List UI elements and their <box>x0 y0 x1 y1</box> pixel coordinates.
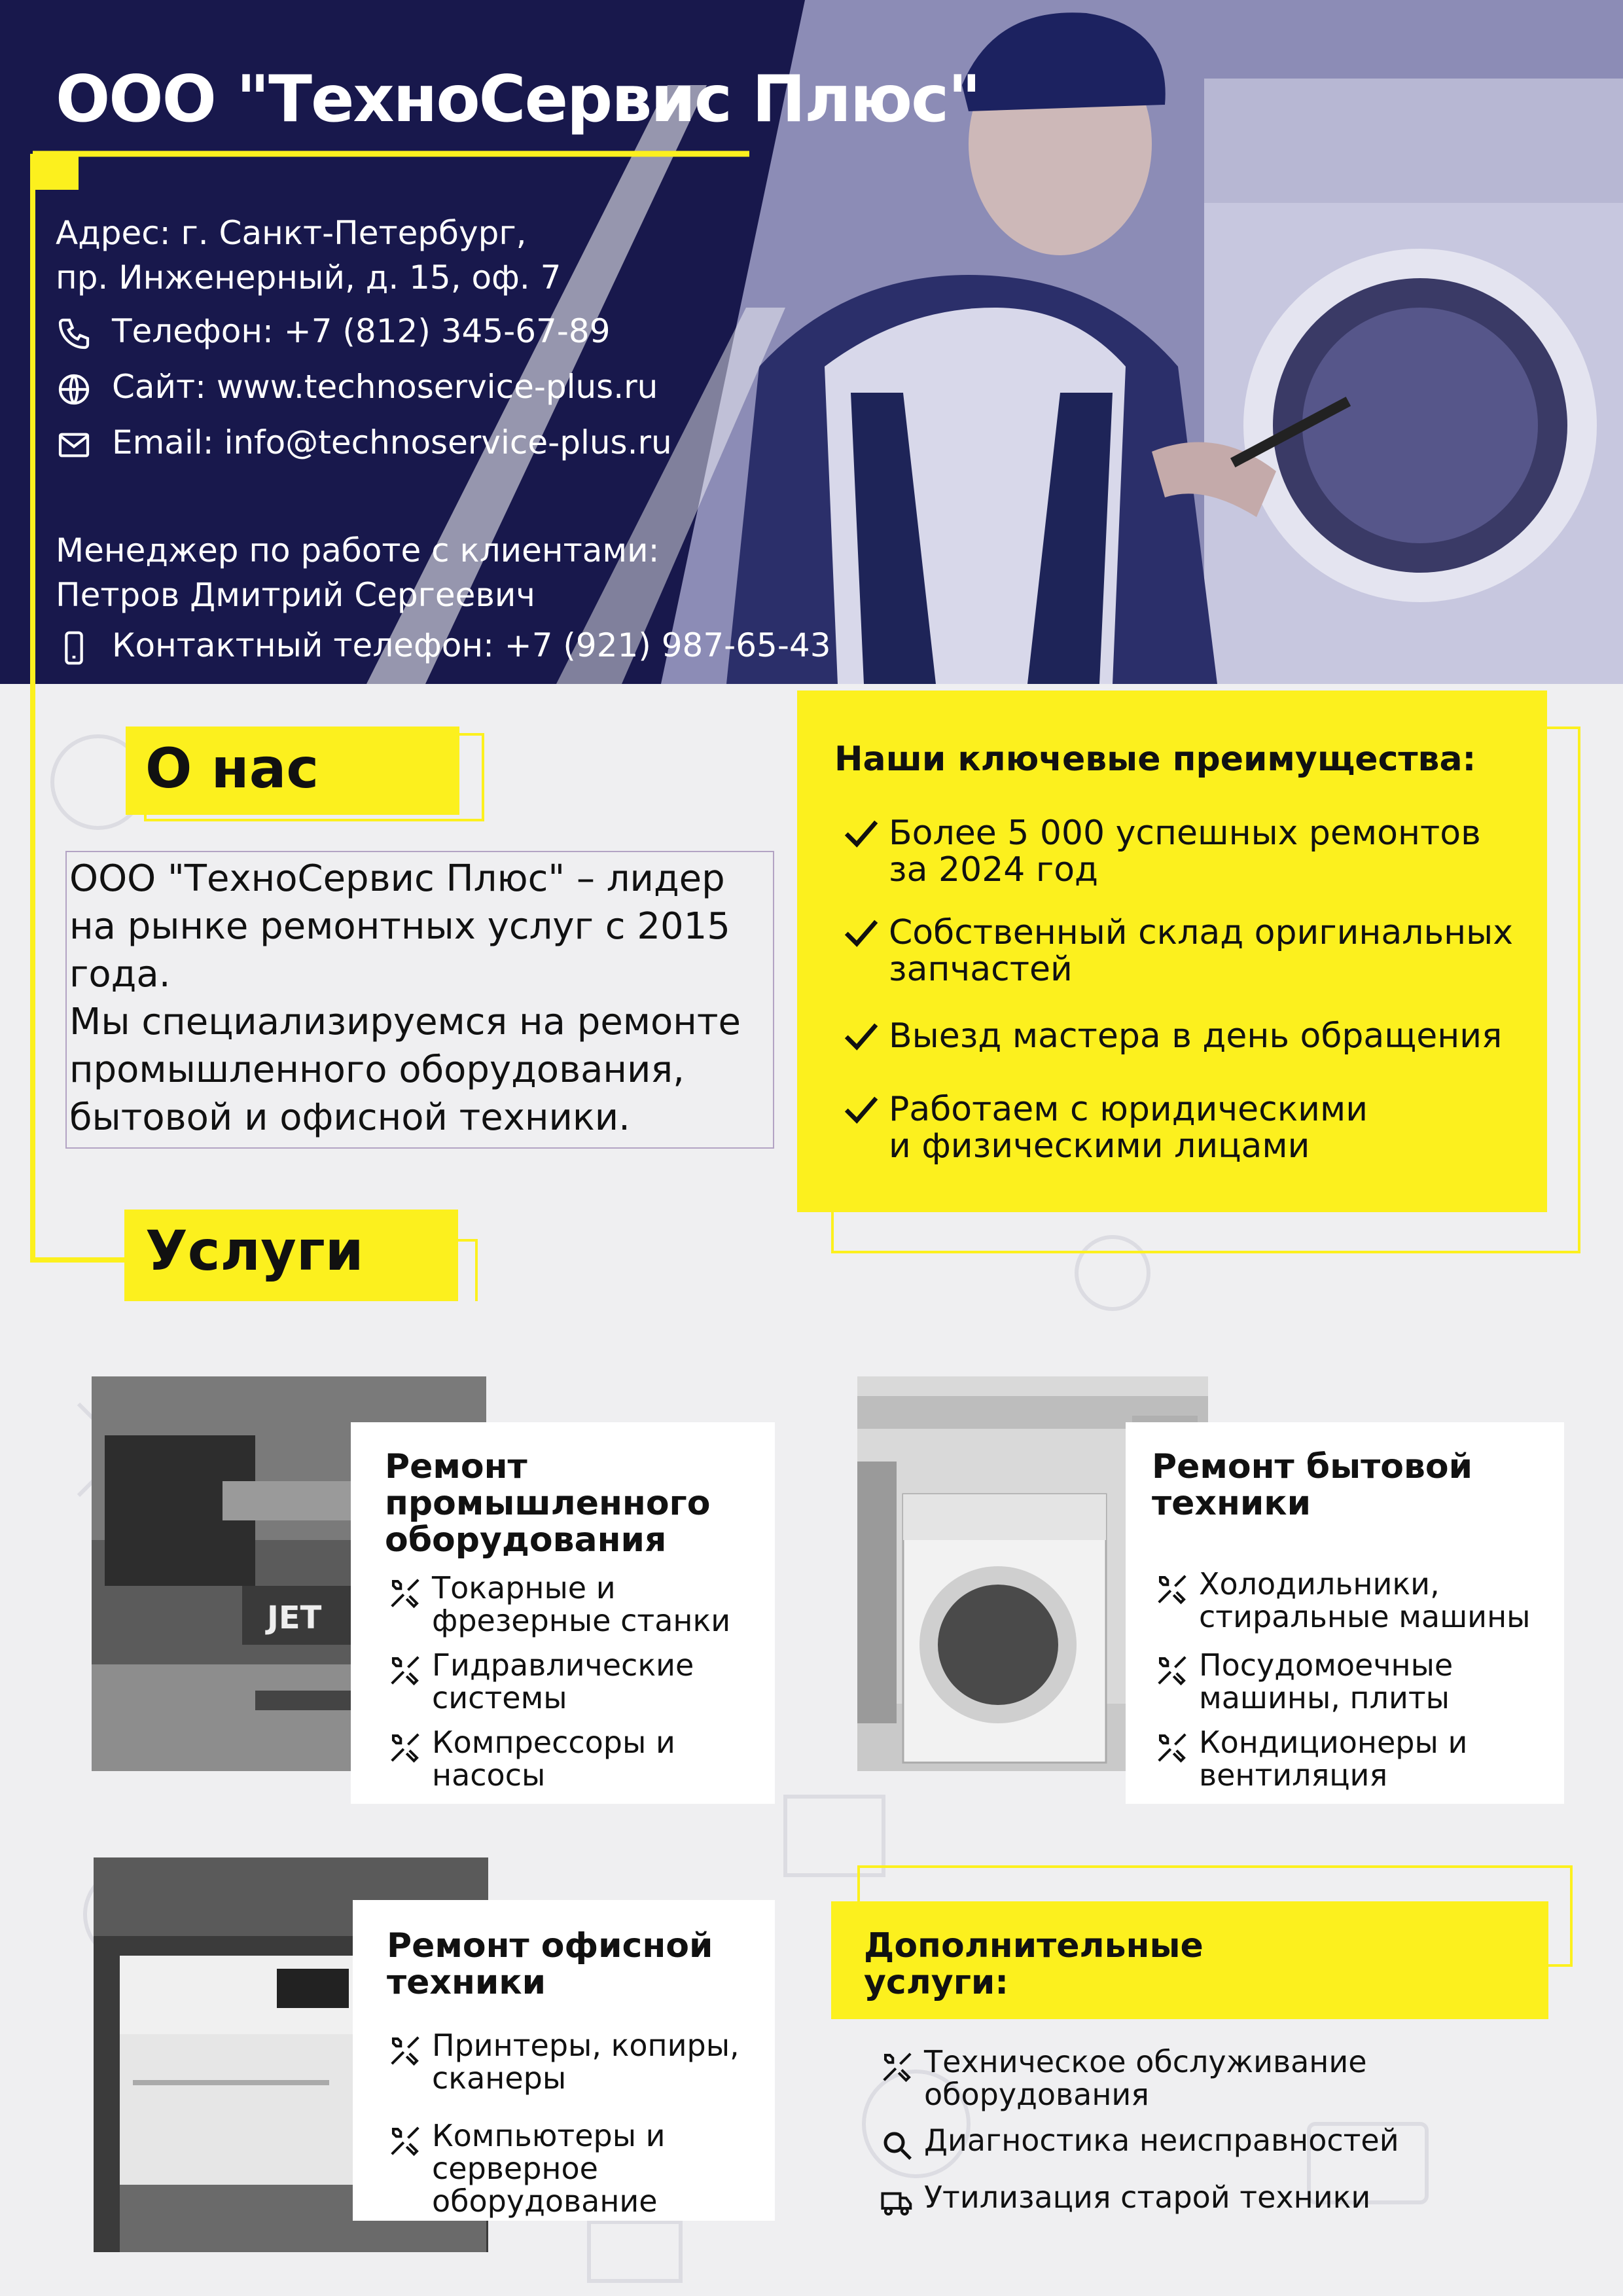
household-title: Ремонт бытовой техники <box>1152 1447 1473 1523</box>
advantages-title: Наши ключевые преимущества: <box>834 740 1476 779</box>
site-link[interactable]: Сайт: www.technoservice-plus.ru <box>112 368 658 406</box>
advantage-item: Работаем с юридическими и физическими лицами <box>889 1091 1563 1164</box>
office-item: Принтеры, копиры, сканеры <box>432 2029 740 2094</box>
address-line-2: пр. Инженерный, д. 15, оф. 7 <box>56 259 562 296</box>
check-icon <box>843 917 880 950</box>
truck-icon <box>880 2185 915 2220</box>
about-line: ООО "ТехноСервис Плюс" – лидер <box>69 857 725 900</box>
about-line: Мы специализируемся на ремонте <box>69 1001 741 1043</box>
industrial-item: Компрессоры и насосы <box>432 1726 675 1791</box>
address-line-1: Адрес: г. Санкт-Петербург, <box>56 214 527 252</box>
office-title: Ремонт офисной техники <box>387 1926 713 2002</box>
industrial-card <box>351 1422 775 1804</box>
tools-icon <box>387 1730 423 1765</box>
magnifier-icon <box>880 2128 915 2163</box>
manager-phone-text[interactable]: Контактный телефон: +7 (921) 987-65-43 <box>112 626 831 664</box>
household-card <box>1126 1422 1564 1804</box>
industrial-item: Гидравлические системы <box>432 1649 694 1714</box>
advantage-item: Выезд мастера в день обращения <box>889 1018 1563 1054</box>
manager-phone-row <box>56 625 831 666</box>
check-icon <box>843 1020 880 1053</box>
services-heading: Услуги <box>145 1219 364 1283</box>
tools-icon <box>387 1575 423 1611</box>
household-item: Кондиционеры и вентиляция <box>1199 1726 1467 1791</box>
additional-item: Утилизация старой техники <box>924 2181 1370 2214</box>
manager-title: Менеджер по работе с клиентами: <box>56 531 660 569</box>
additional-title: Дополнительные услуги: <box>864 1926 1204 2002</box>
check-icon <box>843 817 880 850</box>
about-line: бытовой и офисной техники. <box>69 1096 630 1139</box>
email-link[interactable]: Email: info@technoservice-plus.ru <box>112 423 672 461</box>
company-title: ООО "ТехноСервис Плюс" <box>56 62 980 137</box>
tools-icon <box>1154 1653 1190 1688</box>
additional-item: Диагностика неисправностей <box>924 2124 1399 2157</box>
about-paragraph <box>69 855 741 1141</box>
phone-text[interactable]: Телефон: +7 (812) 345-67-89 <box>112 312 611 350</box>
about-line: года. <box>69 953 171 996</box>
additional-item: Техническое обслуживание оборудования <box>924 2045 1367 2111</box>
industrial-item: Токарные и фрезерные станки <box>432 1571 730 1637</box>
tools-icon <box>1154 1730 1190 1765</box>
advantage-item: Более 5 000 успешных ремонтов за 2024 год <box>889 815 1563 888</box>
industrial-title: Ремонт промышленного оборудования <box>385 1447 711 1560</box>
about-text-box <box>65 851 774 1149</box>
about-line: на рынке ремонтных услуг с 2015 <box>69 905 730 948</box>
tools-icon <box>387 2123 423 2159</box>
tools-icon <box>387 2033 423 2068</box>
office-item: Компьютеры и серверное оборудование <box>432 2119 666 2217</box>
advantages-panel <box>797 691 1547 1212</box>
header-banner <box>0 0 1623 684</box>
tools-icon <box>387 1653 423 1688</box>
household-item: Холодильники, стиральные машины <box>1199 1568 1530 1633</box>
check-icon <box>843 1094 880 1126</box>
advantage-item: Собственный склад оригинальных запчастей <box>889 914 1563 988</box>
manager-name: Петров Дмитрий Сергеевич <box>56 576 535 614</box>
about-heading: О нас <box>145 736 319 800</box>
household-item: Посудомоечные машины, плиты <box>1199 1649 1453 1714</box>
tools-icon <box>880 2049 915 2085</box>
jet-logo-text: JET <box>267 1600 322 1636</box>
office-card <box>353 1900 775 2221</box>
tools-icon <box>1154 1571 1190 1607</box>
about-line: промышленного оборудования, <box>69 1049 685 1091</box>
